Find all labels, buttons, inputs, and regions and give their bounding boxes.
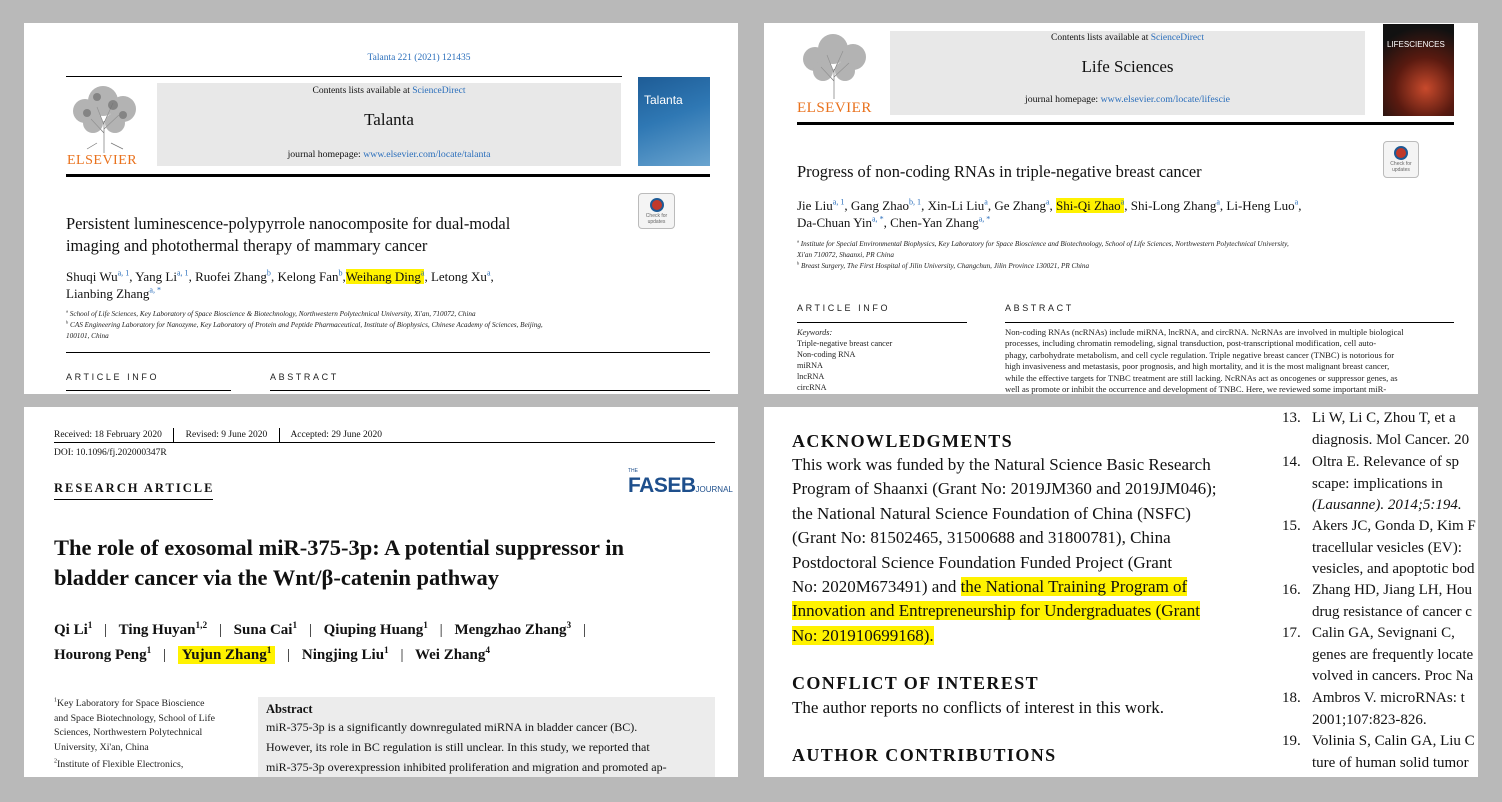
author[interactable] bbox=[66, 286, 161, 301]
author-list: Jie Liu$^{a, 1}$, Gang Zhao$^{b, 1}$, Xin-Li Liu$^a$, Ge Zhang$^a$, Shi-Qi Zhao$^a$, Shi-Long Zhang$^a$, Li-Heng Luo$^a$, Da-Chuan Yin$^{a, *}$, Chen-Yan Zhang$^{a, *}$ bbox=[797, 197, 1302, 230]
elsevier-wordmark: ELSEVIER bbox=[67, 153, 138, 168]
author[interactable] bbox=[119, 622, 207, 638]
reference-item bbox=[1282, 688, 1465, 731]
check-updates-icon bbox=[650, 198, 664, 212]
author-list: Shuqi Wu$^{a, 1}$, Yang Li$^{a, 1}$, Ruofei Zhang$^b$, Kelong Fan$^b$,Weihang Ding$^a$, Letong Xu$^a$, Lianbing Zhang$^{a, *}$ bbox=[66, 268, 494, 301]
highlighted-author[interactable] bbox=[346, 269, 425, 284]
affiliation-line: Institute of Flexible Electronics, bbox=[57, 759, 184, 771]
faseb-article-panel bbox=[24, 407, 738, 777]
author-separator: | bbox=[218, 622, 222, 638]
reference-item bbox=[1282, 731, 1475, 774]
abstract-heading: ABSTRACT bbox=[1005, 303, 1074, 313]
author-name: Yujun Zhang bbox=[181, 647, 267, 663]
reference-number: 15. bbox=[1282, 518, 1301, 534]
acknowledgments-panel bbox=[764, 407, 1478, 777]
reference-line[interactable]: Volinia S, Calin GA, Liu C bbox=[1312, 733, 1475, 749]
journal-header-box bbox=[157, 83, 621, 166]
article-title bbox=[66, 213, 510, 256]
author-name: Ningjing Liu bbox=[301, 647, 385, 663]
sciencedirect-link[interactable]: ScienceDirect bbox=[1150, 33, 1204, 43]
reference-line[interactable]: vesicles, and apoptotic bod bbox=[1312, 561, 1475, 578]
title-line-2: bladder cancer via the Wnt/β-catenin pathway bbox=[54, 565, 499, 590]
abstract-body bbox=[1005, 327, 1454, 394]
check-for-updates-button[interactable] bbox=[1383, 141, 1419, 178]
author[interactable] bbox=[1131, 198, 1220, 213]
author[interactable] bbox=[454, 622, 571, 638]
affiliation-b-text: Breast Surgery, The First Hospital of Jilin University, Changchun, Jilin Province 130021, PR China bbox=[801, 262, 1090, 270]
contributions-heading: AUTHOR CONTRIBUTIONS bbox=[792, 745, 1057, 765]
abstract-line: miR-375-3p overexpression inhibited proliferation and migration and promoted ap- bbox=[266, 760, 667, 774]
affiliations bbox=[66, 309, 666, 342]
reference-line[interactable]: drug resistance of cancer c bbox=[1312, 603, 1472, 620]
author-affil-sup: 1 bbox=[146, 646, 152, 656]
journal-cover bbox=[638, 77, 710, 166]
author-affil-sup: 1 bbox=[292, 621, 298, 631]
doi[interactable]: DOI: 10.1096/fj.202000347R bbox=[54, 448, 167, 458]
highlighted-author[interactable] bbox=[178, 646, 276, 664]
homepage-prefix: journal homepage: bbox=[287, 149, 364, 160]
journal-cover bbox=[1383, 24, 1454, 116]
author-name: Shi-Qi Zhao bbox=[1056, 198, 1121, 213]
ack-line: the National Natural Science Foundation of China (NSFC) bbox=[792, 503, 1191, 523]
logo-journal: JOURNAL bbox=[695, 485, 733, 494]
title-line-1: The role of exosomal miR-375-3p: A potential suppressor in bbox=[54, 535, 625, 560]
affiliation-line: University, Xi'an, China bbox=[54, 741, 149, 753]
reference-list bbox=[1282, 407, 1478, 777]
abstract-line: while the effective targets for TNBC treatment are still lacking. NcRNAs act as oncogenes or suppressor genes, as bbox=[1005, 372, 1398, 383]
highlighted-funding[interactable]: the National Training Program of bbox=[960, 577, 1188, 597]
abstract-line: well as promote or inhibit the occurrence and development of TNBC. Here, we reviewed some important miR- bbox=[1005, 384, 1387, 394]
affiliation-2 bbox=[54, 758, 239, 773]
author-name: Qiuping Huang bbox=[323, 622, 424, 638]
author-name: Shuqi Wu bbox=[66, 269, 118, 284]
reference-line[interactable]: scape: implications in bbox=[1312, 475, 1443, 492]
author-name: Ting Huyan bbox=[118, 622, 196, 638]
journal-header-box bbox=[890, 31, 1365, 115]
author-affil-sup: 1 bbox=[423, 621, 428, 631]
abstract-rule bbox=[1005, 322, 1454, 323]
author-affil-sup: 1,2 bbox=[195, 621, 208, 631]
journal-name: Talanta bbox=[364, 110, 414, 129]
reference-line[interactable]: volved in cancers. Proc Na bbox=[1312, 668, 1474, 685]
reference-line[interactable]: 2001;107:823-826. bbox=[1312, 711, 1427, 728]
reference-line[interactable]: Li W, Li C, Zhou T, et a bbox=[1312, 410, 1456, 426]
highlighted-funding[interactable]: No: 201910699168). bbox=[792, 625, 934, 645]
header-top-rule bbox=[66, 76, 622, 77]
author-affil-sup: a bbox=[1216, 197, 1220, 207]
keywords-block bbox=[797, 327, 892, 393]
author-affil-sup: a, 1 bbox=[117, 268, 130, 278]
author-name: Chen-Yan Zhang bbox=[890, 215, 979, 230]
accepted-date: Accepted: 29 June 2020 bbox=[290, 430, 382, 441]
ack-line bbox=[792, 599, 1247, 623]
reference-number: 16. bbox=[1282, 582, 1301, 598]
affiliation-line: Key Laboratory for Space Bioscience bbox=[57, 698, 205, 709]
author-affil-sup: a bbox=[1294, 197, 1299, 207]
author-affil-sup: a bbox=[486, 268, 491, 278]
affiliations bbox=[54, 697, 239, 773]
author-affil-sup: a bbox=[1045, 197, 1050, 207]
elsevier-tree-logo bbox=[67, 83, 141, 155]
author-affil-sup: a, * bbox=[978, 214, 991, 224]
reference-line[interactable]: Zhang HD, Jiang LH, Hou bbox=[1312, 582, 1472, 598]
logo-the: THE bbox=[628, 468, 638, 474]
author-name: Li-Heng Luo bbox=[1226, 198, 1295, 213]
author[interactable] bbox=[890, 215, 990, 230]
author-separator: | bbox=[439, 622, 443, 638]
homepage-link[interactable]: www.elsevier.com/locate/lifescie bbox=[1100, 94, 1231, 105]
reference-line[interactable]: Ambros V. microRNAs: t bbox=[1312, 690, 1465, 706]
homepage-link[interactable]: www.elsevier.com/locate/talanta bbox=[363, 149, 491, 160]
reference-line[interactable]: Calin GA, Sevignani C, bbox=[1312, 625, 1455, 641]
date-separator bbox=[279, 428, 280, 442]
affiliation-b: $^b$ CAS Engineering Laboratory for Nanozyme, Key Laboratory of Protein and Peptide Pharmaceutical, Institute of Biophysics, Chinese Academy of Sciences, Beijing, bbox=[66, 319, 543, 329]
abstract-line: However, its role in BC regulation is still unclear. In this study, we reported that bbox=[266, 740, 650, 754]
author[interactable] bbox=[54, 622, 92, 638]
check-updates-label: Check for updates bbox=[1390, 161, 1412, 173]
affiliation-1 bbox=[54, 697, 239, 755]
header-bottom-rule bbox=[797, 122, 1454, 125]
info-rule bbox=[66, 390, 231, 391]
elsevier-tree-logo bbox=[797, 31, 871, 101]
affil-rule bbox=[66, 352, 710, 353]
contents-line bbox=[890, 33, 1365, 43]
abstract-line: Non-coding RNAs (ncRNAs) include miRNA, lncRNA, and circRNA. NcRNAs are involved in multiple biological bbox=[1005, 327, 1404, 337]
section-label: RESEARCH ARTICLE bbox=[54, 481, 215, 495]
author-name: Ge Zhang bbox=[994, 198, 1046, 213]
author-name: Mengzhao Zhang bbox=[454, 622, 567, 638]
reference-line[interactable]: Akers JC, Gonda D, Kim F bbox=[1312, 518, 1476, 534]
author-name: Ruofei Zhang bbox=[195, 269, 267, 284]
reference-number: 14. bbox=[1282, 454, 1301, 470]
faseb-logo bbox=[628, 469, 733, 498]
author[interactable] bbox=[928, 198, 988, 213]
cover-title: LIFESCIENCES bbox=[1387, 40, 1445, 49]
abstract-line: miR-375-3p is a significantly downregulated miRNA in bladder cancer (BC). bbox=[266, 720, 638, 734]
author-affil-sup: 1 bbox=[87, 621, 93, 631]
elsevier-wordmark: ELSEVIER bbox=[797, 100, 872, 116]
journal-name: Life Sciences bbox=[1081, 57, 1174, 76]
affiliation-1-sup: 1 bbox=[54, 697, 58, 704]
header-bottom-rule bbox=[66, 174, 710, 177]
date-separator bbox=[173, 428, 174, 442]
check-updates-icon bbox=[1394, 146, 1408, 160]
author-separator: | bbox=[104, 622, 108, 638]
author-affil-sup: 3 bbox=[566, 621, 572, 631]
author-name: Suna Cai bbox=[233, 622, 293, 638]
author-affil-sup: b bbox=[338, 268, 343, 278]
ack-line bbox=[792, 575, 1247, 599]
reference-line[interactable]: diagnosis. Mol Cancer. 20 bbox=[1312, 431, 1470, 448]
author-separator: | bbox=[400, 647, 404, 663]
highlighted-author[interactable] bbox=[1056, 198, 1124, 213]
author-name: Letong Xu bbox=[430, 269, 487, 284]
author-affil-sup: a bbox=[1120, 197, 1125, 207]
affiliation-a: $^a$ Institute for Special Environmental Biophysics, Key Laboratory for Space Bioscience and Biotechnology, School of Life Sciences, Northwestern Polytechnical University, bbox=[797, 238, 1289, 248]
keywords-label: Keywords: bbox=[797, 328, 833, 337]
affiliations bbox=[797, 239, 1447, 272]
author-name: Qi Li bbox=[54, 622, 88, 638]
check-for-updates-button[interactable] bbox=[638, 193, 675, 229]
talanta-article-panel bbox=[24, 23, 738, 394]
revised-date: Revised: 9 June 2020 bbox=[185, 430, 268, 441]
affiliation-2-sup: 2 bbox=[54, 759, 58, 766]
dates-rule bbox=[54, 442, 715, 443]
info-rule bbox=[797, 322, 967, 323]
abstract-body bbox=[266, 717, 707, 777]
affiliation-a-cont: Xi'an 710072, Shaanxi, PR China bbox=[797, 251, 894, 259]
author-separator: | bbox=[163, 647, 167, 663]
sciencedirect-link[interactable]: ScienceDirect bbox=[412, 86, 466, 96]
reference-line[interactable]: tracellular vesicles (EV): bbox=[1312, 539, 1462, 556]
abstract-line: high invasiveness and metastasis, poor prognosis, and high mortality, and it is the most malignant breast cancer, bbox=[1005, 361, 1390, 372]
contents-prefix: Contents lists available at bbox=[312, 86, 413, 96]
affiliation-a: $^a$ School of Life Sciences, Key Laboratory of Space Bioscience & Biotechnology, Northwestern Polytechnical University, Xi'an, 710072, China bbox=[66, 308, 476, 318]
acknowledgments-body bbox=[792, 453, 1247, 648]
keyword: Non-coding RNA bbox=[797, 350, 856, 359]
author[interactable] bbox=[277, 269, 342, 284]
author[interactable] bbox=[797, 215, 884, 230]
highlighted-funding[interactable]: Innovation and Entrepreneurship for Undergraduates (Grant bbox=[792, 601, 1201, 621]
ack-line: Postdoctoral Science Foundation Funded Project (Grant bbox=[792, 552, 1173, 572]
reference-number: 18. bbox=[1282, 690, 1301, 706]
homepage-line bbox=[890, 94, 1365, 105]
article-title: Progress of non-coding RNAs in triple-negative breast cancer bbox=[797, 162, 1202, 181]
ack-line bbox=[792, 624, 1247, 648]
reference-line[interactable]: Oltra E. Relevance of sp bbox=[1312, 454, 1460, 470]
author-name: Gang Zhao bbox=[850, 198, 909, 213]
author-name: Weihang Ding bbox=[345, 269, 421, 284]
talanta-citation bbox=[24, 53, 738, 63]
contents-line bbox=[157, 86, 621, 96]
author[interactable] bbox=[135, 269, 188, 284]
author-affil-sup: a bbox=[984, 197, 988, 207]
affiliation-b-text: CAS Engineering Laboratory for Nanozyme, Key Laboratory of Protein and Peptide Pharmaceutical, Institute of Biophysics, Chinese Academy of Sciences, Beijing, bbox=[70, 321, 543, 329]
author[interactable] bbox=[324, 622, 428, 638]
homepage-line bbox=[157, 149, 621, 160]
author-affil-sup: a, * bbox=[149, 285, 162, 295]
affiliation-b: $^b$ Breast Surgery, The First Hospital of Jilin University, Changchun, Jilin Province 130021, PR China bbox=[797, 260, 1090, 270]
author-list bbox=[54, 618, 594, 668]
author[interactable] bbox=[302, 647, 389, 663]
author-affil-sup: a, 1 bbox=[176, 268, 189, 278]
author-name: Jie Liu bbox=[797, 198, 833, 213]
reference-item bbox=[1282, 623, 1473, 688]
author-name: Shi-Long Zhang bbox=[1130, 198, 1217, 213]
received-date: Received: 18 February 2020 bbox=[54, 430, 162, 441]
title-line-2: imaging and photothermal therapy of mammary cancer bbox=[66, 235, 428, 255]
author-affil-sup: b, 1 bbox=[909, 197, 922, 207]
keyword: miRNA bbox=[797, 361, 823, 370]
affiliation-b-cont: 100101, China bbox=[66, 332, 109, 340]
author[interactable] bbox=[797, 198, 844, 213]
author-line-1 bbox=[54, 618, 594, 643]
affiliation-a-text: Institute for Special Environmental Biophysics, Key Laboratory for Space Bioscience and Biotechnology, School of Life Sciences, Northwestern Polytechnical University, bbox=[800, 240, 1289, 248]
abstract-line: processes, including chromatin remodeling, signal transduction, post-transcriptional modification, cell auto- bbox=[1005, 338, 1377, 349]
reference-number: 13. bbox=[1282, 410, 1301, 426]
author-affil-sup: a, * bbox=[871, 214, 884, 224]
cover-title: Talanta bbox=[644, 93, 683, 107]
abstract-heading: Abstract bbox=[266, 702, 313, 716]
contents-prefix: Contents lists available at bbox=[1050, 33, 1151, 43]
author[interactable] bbox=[66, 269, 129, 284]
ack-line-plain: No: 2020M673491) and bbox=[792, 577, 961, 597]
article-title bbox=[54, 533, 624, 593]
citation-text[interactable]: Talanta 221 (2021) 121435 bbox=[367, 53, 471, 63]
reference-line[interactable]: genes are frequently locate bbox=[1312, 646, 1474, 663]
author-name: Hourong Peng bbox=[54, 647, 147, 663]
author[interactable] bbox=[54, 647, 151, 663]
author[interactable] bbox=[994, 198, 1049, 213]
affiliation-line: and Space Biotechnology, School of Life bbox=[54, 712, 215, 724]
author[interactable] bbox=[234, 622, 297, 638]
author-separator: | bbox=[582, 622, 586, 638]
author-affil-sup: 1 bbox=[266, 646, 272, 656]
author-affil-sup: 1 bbox=[384, 646, 389, 656]
author-name: Da-Chuan Yin bbox=[797, 215, 872, 230]
affiliation-a-text: School of Life Sciences, Key Laboratory of Space Bioscience & Biotechnology, Northwestern Polytechnical University, Xi'an, 710072, China bbox=[69, 310, 476, 318]
abstract-box bbox=[258, 697, 715, 777]
history-dates bbox=[54, 428, 382, 442]
author[interactable] bbox=[851, 198, 921, 213]
affiliation-line: Sciences, Northwestern Polytechnical bbox=[54, 727, 203, 739]
reference-line[interactable]: (Lausanne). 2014;5:194. bbox=[1312, 497, 1462, 514]
ack-line: (Grant No: 81502465, 31500688 and 31800781), China bbox=[792, 528, 1171, 548]
author[interactable] bbox=[415, 647, 490, 663]
author-name: Xin-Li Liu bbox=[927, 198, 985, 213]
conflict-text: The author reports no conflicts of interest in this work. bbox=[792, 698, 1165, 717]
author-affil-sup: 4 bbox=[485, 646, 491, 656]
ack-line: This work was funded by the Natural Science Basic Research bbox=[792, 455, 1211, 474]
author-separator: | bbox=[287, 647, 291, 663]
abstract-heading: ABSTRACT bbox=[270, 372, 339, 382]
keyword: circRNA bbox=[797, 383, 827, 392]
ack-line: Program of Shaanxi (Grant No: 2019JM360 and 2019JM046); bbox=[792, 479, 1217, 499]
author-affil-sup: a, 1 bbox=[832, 197, 845, 207]
article-info-heading: ARTICLE INFO bbox=[66, 372, 160, 382]
acknowledgments-heading: ACKNOWLEDGMENTS bbox=[792, 431, 1014, 451]
author[interactable] bbox=[431, 269, 491, 284]
author-name: Yang Li bbox=[135, 269, 177, 284]
reference-line[interactable]: ture of human solid tumor bbox=[1312, 754, 1469, 771]
keyword: Triple-negative breast cancer bbox=[797, 339, 893, 348]
reference-number: 17. bbox=[1282, 625, 1301, 641]
conflict-heading: CONFLICT OF INTEREST bbox=[792, 673, 1040, 693]
homepage-prefix: journal homepage: bbox=[1024, 94, 1101, 105]
keyword: lncRNA bbox=[797, 372, 825, 381]
section-underline bbox=[54, 499, 213, 500]
reference-item bbox=[1282, 580, 1472, 623]
reference-item bbox=[1282, 452, 1462, 517]
author-name: Kelong Fan bbox=[277, 269, 339, 284]
reference-item bbox=[1282, 516, 1476, 581]
abstract-line: phagy, carbohydrate metabolism, and cell cycle regulation. Triple negative breast cancer (TNBC) is notorious for bbox=[1005, 349, 1395, 360]
abstract-rule bbox=[270, 390, 710, 391]
check-updates-label: Check for updates bbox=[645, 213, 668, 225]
author-affil-sup: a bbox=[420, 268, 425, 278]
title-line-1: Persistent luminescence-polypyrrole nanocomposite for dual-modal bbox=[66, 214, 511, 233]
author[interactable] bbox=[1226, 198, 1298, 213]
reference-number: 19. bbox=[1282, 733, 1301, 749]
reference-item bbox=[1282, 408, 1469, 451]
author-name: Lianbing Zhang bbox=[66, 286, 150, 301]
author-separator: | bbox=[308, 622, 312, 638]
author-line-2 bbox=[54, 643, 594, 668]
logo-main: FASEB bbox=[628, 474, 696, 497]
author-name: Wei Zhang bbox=[414, 647, 486, 663]
author[interactable] bbox=[195, 269, 271, 284]
author-affil-sup: b bbox=[266, 268, 271, 278]
article-info-heading: ARTICLE INFO bbox=[797, 303, 891, 313]
lifesciences-article-panel bbox=[764, 23, 1478, 394]
